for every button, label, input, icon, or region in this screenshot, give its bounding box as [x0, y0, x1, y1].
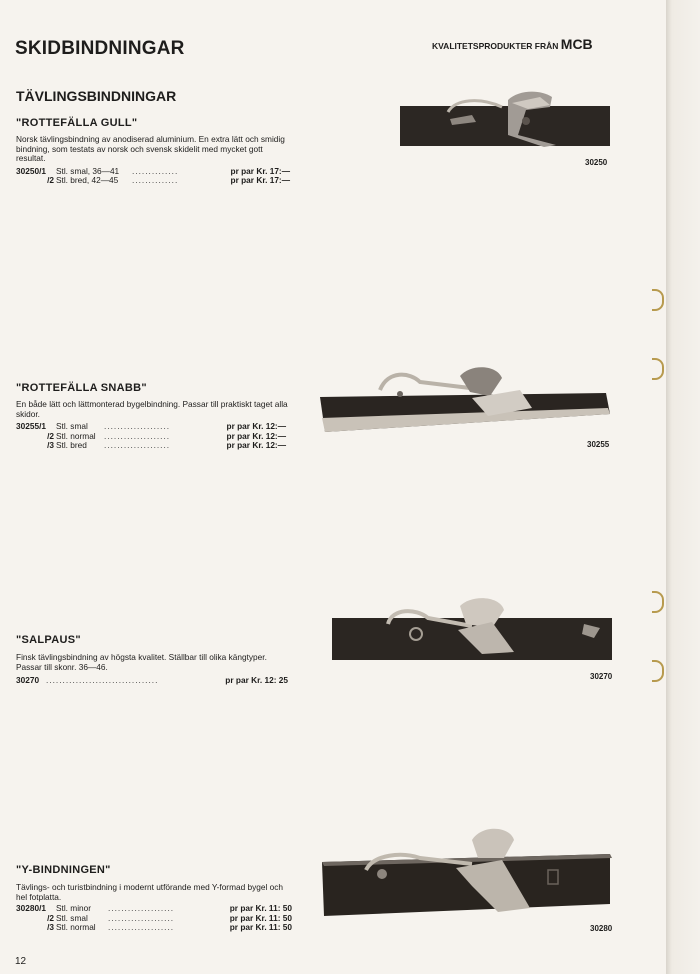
price-table	[16, 676, 288, 686]
price-table	[16, 167, 290, 186]
product-name: "Y-BINDNINGEN"	[16, 864, 111, 876]
price-row	[16, 441, 286, 451]
article-number: /2	[47, 175, 54, 185]
binder-ring-icon	[652, 358, 664, 380]
leader-dots: ..............	[132, 166, 179, 176]
leader-dots: ..................................	[46, 676, 159, 685]
brand-prefix: KVALITETSPRODUKTER FRÅN	[432, 41, 559, 51]
article-number: /3	[47, 440, 54, 450]
price: pr par Kr. 12:—	[226, 430, 286, 441]
product-rottefalla-snabb	[16, 382, 288, 451]
leader-dots: ....................	[108, 923, 175, 932]
product-description: Tävlings- och turistbindning i modernt utförande med Y-formad bygel och hel fotplatta.	[16, 882, 284, 902]
product-salpaus	[16, 634, 288, 686]
page-number: 12	[15, 956, 27, 967]
price-row	[16, 923, 292, 933]
binder-ring-icon	[652, 591, 664, 613]
product-description: En både lätt och lättmonterad bygelbindning. Passar till praktiskt taget alla skidor.	[16, 399, 288, 419]
price: pr par Kr. 11: 50	[229, 903, 292, 913]
leader-dots: ..............	[132, 176, 179, 185]
price: pr par Kr. 12:—	[226, 440, 286, 450]
product-description: Norsk tävlingsbindning av anodiserad aluminium. En extra lätt och smidig bindning, som testats av norsk och svensk skidelit med mycket gott resultat.	[16, 134, 285, 163]
binding-photo-30270	[332, 594, 614, 664]
article-number: 30280/1	[16, 903, 46, 913]
brand-line	[432, 36, 593, 52]
price: pr par Kr. 17:—	[230, 175, 290, 185]
leader-dots: ....................	[104, 441, 171, 450]
size-label: Stl. bred	[56, 440, 87, 450]
price: pr par Kr. 11: 50	[229, 912, 292, 923]
size-label: Stl. smal	[56, 421, 88, 431]
leader-dots: ....................	[108, 904, 175, 913]
product-name: "SALPAUS"	[16, 634, 81, 646]
price: pr par Kr. 11: 50	[229, 922, 292, 932]
size-label: Stl. smal, 36—41	[56, 165, 120, 176]
binder-ring-icon	[652, 660, 664, 682]
size-label: Stl. minor	[56, 903, 92, 913]
price: pr par Kr. 17:—	[230, 165, 290, 176]
product-y-bindningen	[16, 864, 292, 933]
binding-photo-30250	[400, 85, 610, 149]
binding-photo-30280	[322, 824, 612, 918]
size-label: Stl. bred, 42—45	[56, 175, 119, 185]
binding-photo-30255	[320, 360, 610, 434]
leader-dots: ....................	[104, 422, 171, 431]
article-number: 30270	[16, 675, 40, 685]
article-number: /2	[47, 430, 54, 441]
image-code: 30270	[590, 672, 613, 681]
article-number: /2	[47, 912, 54, 923]
article-number: 30250/1	[16, 165, 46, 176]
brand-name: MCB	[560, 36, 593, 52]
image-code: 30255	[587, 440, 610, 449]
size-label: Stl. normal	[56, 430, 96, 441]
price-row	[16, 676, 288, 686]
size-label: Stl. normal	[56, 922, 96, 932]
leader-dots: ....................	[108, 913, 175, 923]
product-name: "ROTTEFÄLLA SNABB"	[16, 382, 147, 394]
article-number: /3	[47, 922, 54, 932]
product-description: Finsk tävlingsbindning av högsta kvalitet. Ställbar till olika kängtyper. Passar till skonr. 36—46.	[16, 652, 267, 672]
price-row	[16, 176, 290, 186]
size-label: Stl. smal	[56, 912, 88, 923]
price-table	[16, 904, 292, 933]
price: pr par Kr. 12: 25	[225, 675, 288, 685]
price-table	[16, 422, 286, 451]
page-edge-shadow	[666, 0, 700, 974]
category-heading: TÄVLINGSBINDNINGAR	[16, 88, 177, 104]
image-code: 30280	[590, 924, 613, 933]
binder-ring-icon	[652, 289, 664, 311]
product-rottefalla-gull	[16, 117, 290, 186]
article-number: 30255/1	[16, 421, 46, 431]
page-title: SKIDBINDNINGAR	[15, 38, 185, 59]
product-name: "ROTTEFÄLLA GULL"	[16, 117, 138, 129]
image-code: 30250	[585, 158, 608, 167]
price: pr par Kr. 12:—	[226, 421, 286, 431]
leader-dots: ....................	[104, 431, 171, 441]
